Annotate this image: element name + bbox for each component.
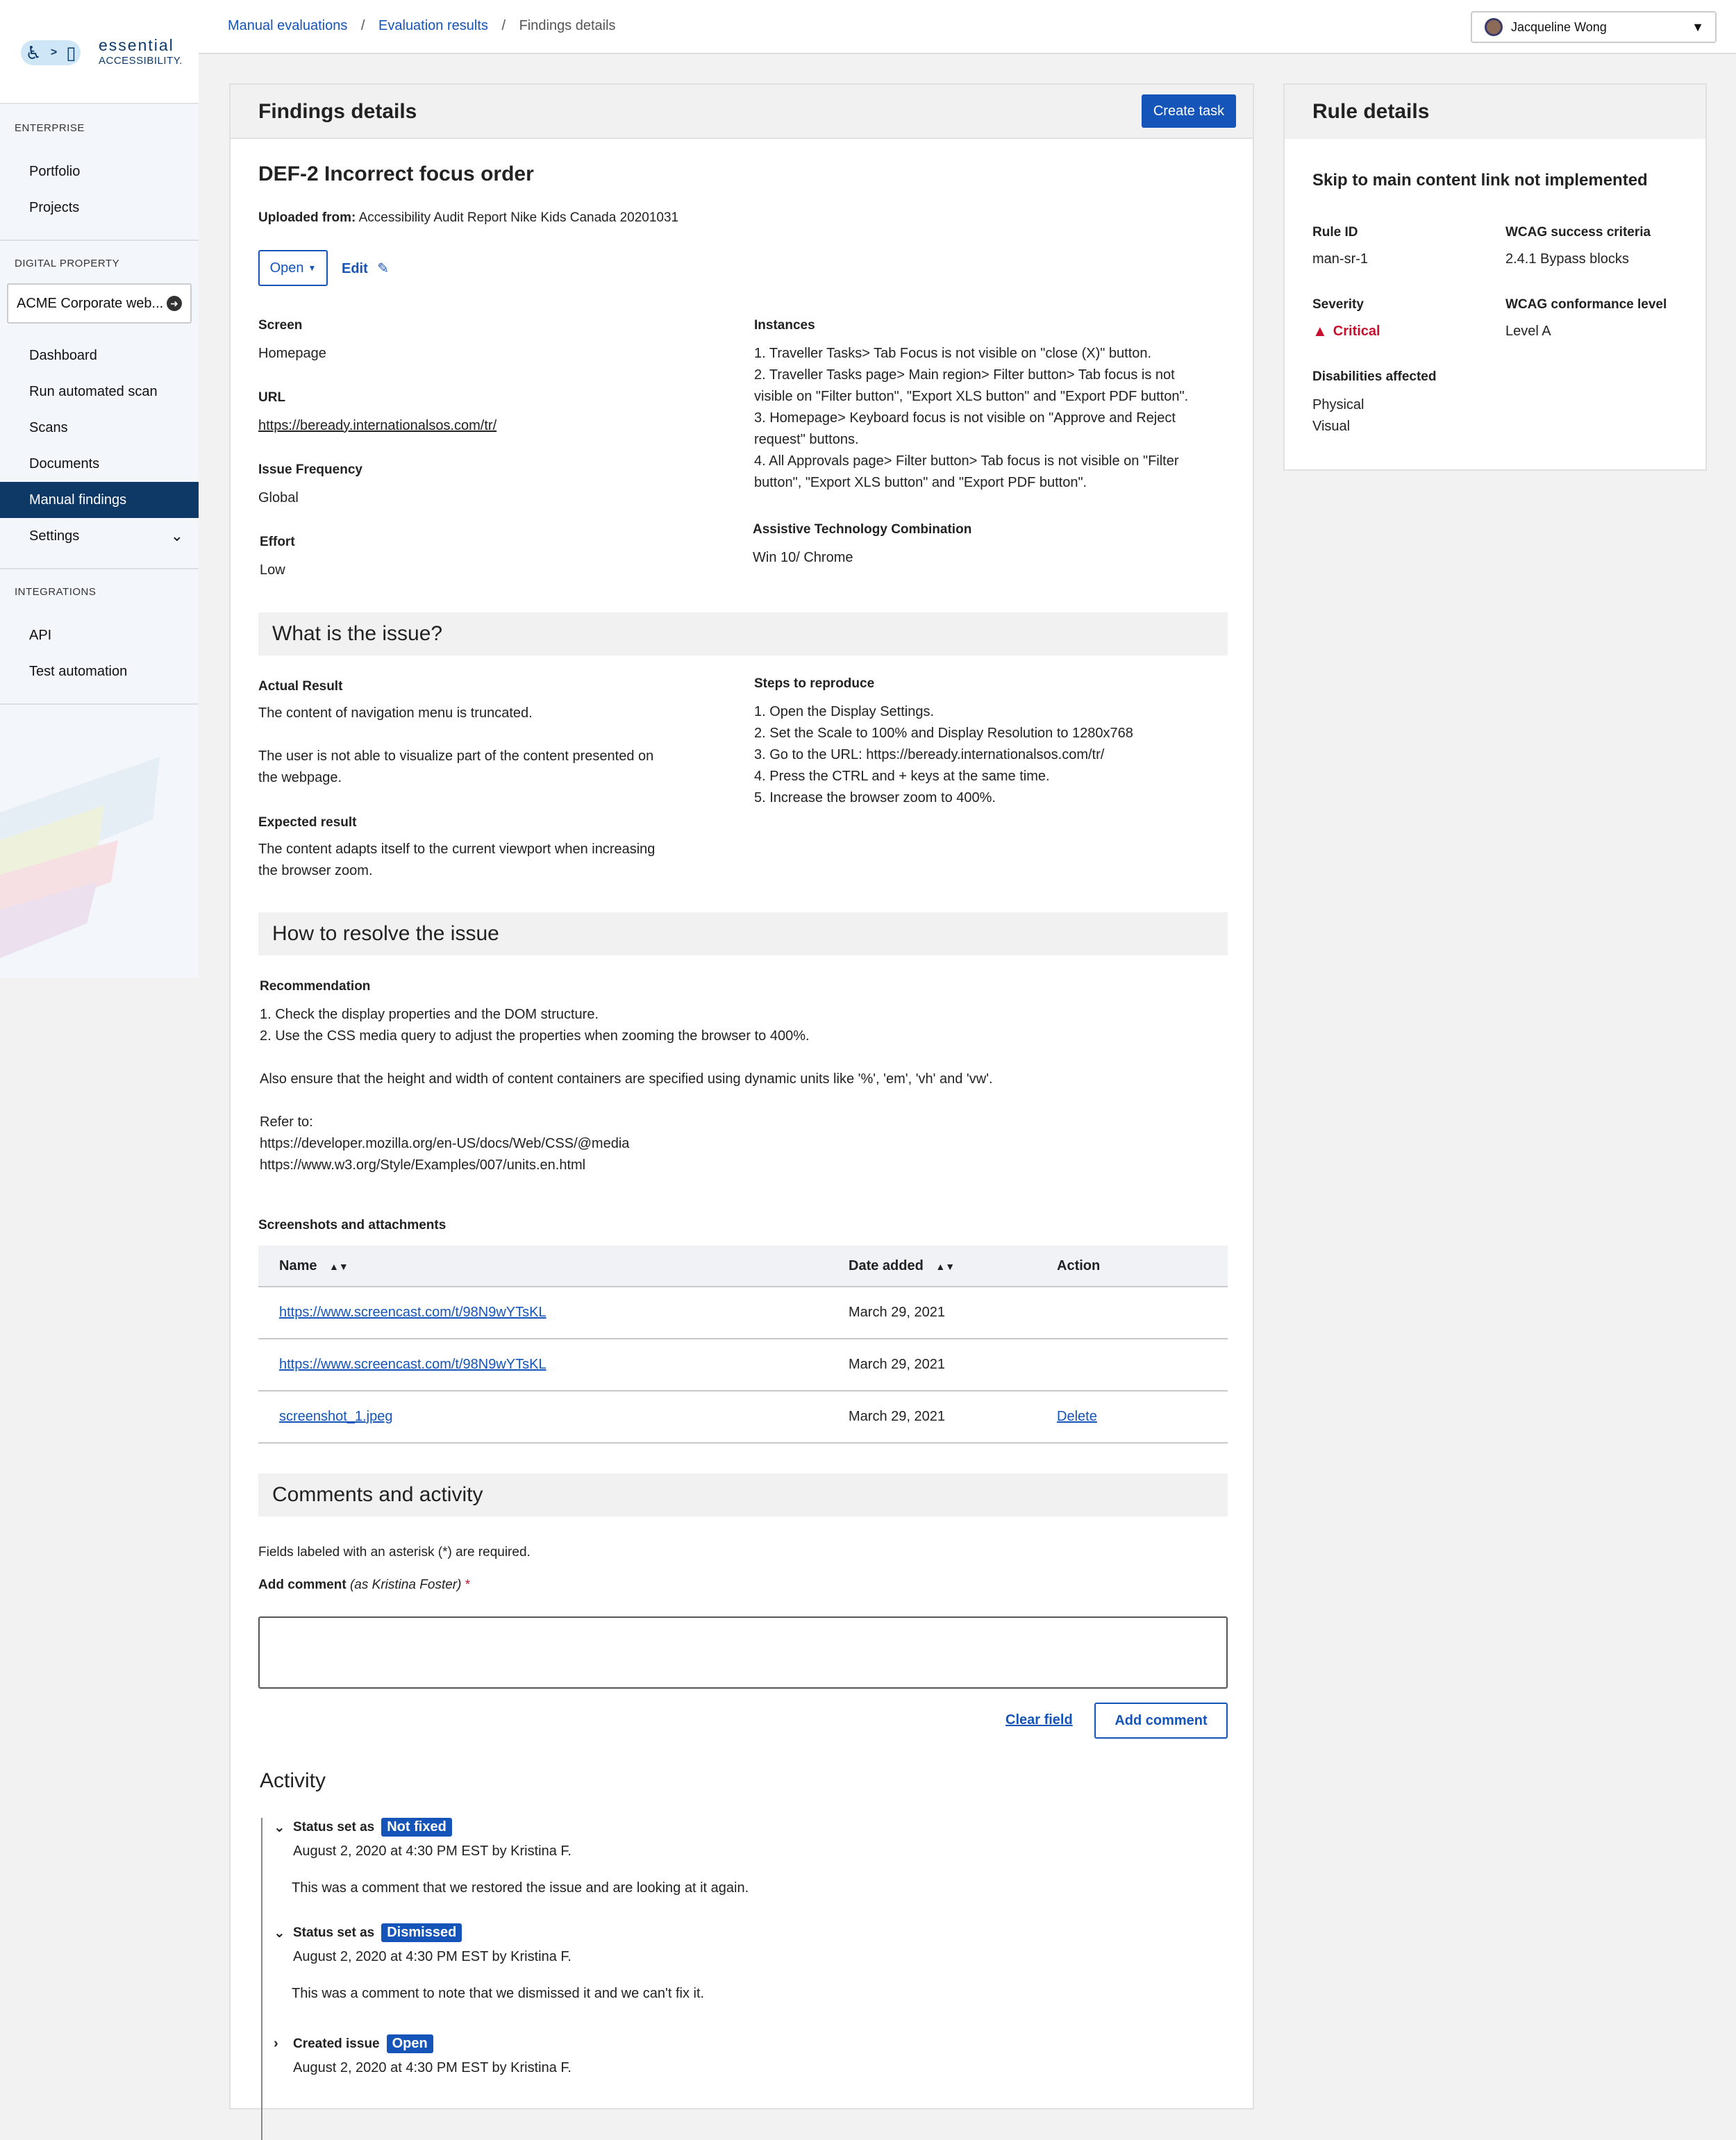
instance-line: 1. Traveller Tasks> Tab Focus is not visible on "close (X)" button.	[754, 346, 1152, 361]
conformance-label: WCAG conformance level	[1505, 297, 1667, 312]
wcag-criteria-value: 2.4.1 Bypass blocks	[1505, 251, 1629, 267]
disabilities-list	[1312, 394, 1364, 437]
attachment-link[interactable]: https://www.screencast.com/t/98N9wYTsKL	[279, 1305, 546, 1320]
rule-id-label: Rule ID	[1312, 225, 1358, 240]
column-header-action: Action	[1057, 1257, 1101, 1273]
breadcrumb-manual-evaluations[interactable]: Manual evaluations	[228, 18, 348, 33]
digital-property-select[interactable]	[7, 283, 192, 324]
uploaded-from-label: Uploaded from:	[258, 210, 356, 225]
attachment-link[interactable]: https://www.screencast.com/t/98N9wYTsKL	[279, 1357, 546, 1372]
status-badge: Not fixed	[381, 1818, 452, 1837]
recommendation-line: 1. Check the display properties and the DOM structure.	[260, 1007, 599, 1022]
disability-item: Physical	[1312, 397, 1364, 412]
sidebar-item-projects[interactable]: Projects	[29, 199, 80, 215]
expected-result-label: Expected result	[258, 815, 357, 830]
sidebar	[0, 0, 199, 978]
atc-value: Win 10/ Chrome	[753, 550, 853, 565]
sidebar-item-manual-findings[interactable]: Manual findings	[0, 482, 199, 518]
steps-label: Steps to reproduce	[754, 676, 875, 691]
rule-details-card	[1283, 83, 1707, 471]
logo-text-line1: essential	[99, 36, 174, 54]
instances-list	[754, 343, 1188, 494]
add-comment-button[interactable]: Add comment	[1094, 1703, 1228, 1739]
table-row	[258, 1391, 1228, 1444]
actual-result-line: the webpage.	[258, 770, 342, 785]
step-line: 4. Press the CTRL and + keys at the same time.	[754, 769, 1050, 784]
avatar	[1485, 18, 1503, 36]
page-title: Findings details	[258, 100, 417, 123]
instances-label: Instances	[754, 318, 815, 333]
attachment-link[interactable]: screenshot_1.jpeg	[279, 1409, 393, 1424]
step-line: 2. Set the Scale to 100% and Display Resolution to 1280x768	[754, 726, 1133, 741]
add-comment-as: (as Kristina Foster)	[349, 1578, 462, 1592]
column-header-name-label: Name	[279, 1257, 317, 1273]
delete-link[interactable]: Delete	[1057, 1409, 1097, 1424]
instance-line: request" buttons.	[754, 432, 859, 447]
rule-id-value: man-sr-1	[1312, 251, 1369, 267]
activity-item	[274, 2034, 571, 2079]
status-select-value: Open	[269, 260, 304, 276]
activity-title: Status set as	[293, 1925, 375, 1940]
digital-property-select-value: ACME Corporate web...	[17, 295, 164, 311]
instance-line: 3. Homepage> Keyboard focus is not visible on "Approve and Reject	[754, 410, 1176, 426]
activity-meta: August 2, 2020 at 4:30 PM EST by Kristina F.	[293, 2060, 571, 2075]
logo-icon: ♿ > ▯	[21, 40, 81, 65]
recommendation-line: Also ensure that the height and width of content containers are specified using dynamic units like '%', 'em', 'vh' and 'vw'.	[260, 1071, 993, 1087]
column-header-name[interactable]	[258, 1258, 849, 1274]
breadcrumb-separator: /	[501, 18, 506, 33]
actual-result-text	[258, 703, 653, 789]
top-bar	[199, 0, 1736, 54]
caret-down-icon: ▼	[308, 263, 317, 273]
chevron-down-icon[interactable]: ⌄	[274, 1820, 285, 1835]
wcag-criteria-label: WCAG success criteria	[1505, 225, 1651, 240]
enterprise-heading: ENTERPRISE	[15, 122, 85, 134]
integrations-section	[0, 569, 199, 705]
instance-line: button", "Export XLS button" and "Export PDF button".	[754, 475, 1087, 490]
issue-frequency-label: Issue Frequency	[258, 462, 362, 477]
sidebar-item-settings-label: Settings	[29, 528, 80, 544]
attachment-date: March 29, 2021	[849, 1357, 945, 1372]
instance-line: 4. All Approvals page> Filter button> Tab focus is not visible on "Filter	[754, 453, 1179, 469]
breadcrumb-current: Findings details	[519, 18, 616, 33]
breadcrumb	[228, 18, 616, 34]
edit-button[interactable]	[342, 260, 389, 277]
issue-heading: What is the issue?	[258, 612, 1228, 655]
table-row	[258, 1287, 1228, 1339]
activity-title: Status set as	[293, 1819, 375, 1834]
table-row	[258, 1339, 1228, 1391]
sidebar-item-dashboard[interactable]: Dashboard	[29, 347, 97, 363]
enterprise-section	[0, 104, 199, 241]
digital-property-section	[0, 241, 199, 569]
recommendation-label: Recommendation	[260, 979, 371, 994]
attachment-date: March 29, 2021	[849, 1409, 945, 1424]
attachments-table	[258, 1246, 1228, 1444]
activity-item	[274, 1818, 749, 1899]
step-line: 3. Go to the URL: https://beready.internationalsos.com/tr/	[754, 747, 1105, 762]
recommendation-text	[260, 1004, 993, 1176]
disabilities-label: Disabilities affected	[1312, 369, 1437, 384]
logo-text-line2: ACCESSIBILITY.	[99, 55, 183, 67]
clear-field-link[interactable]: Clear field	[1005, 1712, 1073, 1728]
breadcrumb-separator: /	[360, 18, 365, 33]
findings-card-header	[231, 85, 1253, 139]
screen-label: Screen	[258, 318, 303, 333]
findings-card	[229, 83, 1254, 2109]
sort-icon: ▲▼	[935, 1260, 955, 1272]
atc-label: Assistive Technology Combination	[753, 522, 972, 537]
severity-text: Critical	[1333, 323, 1380, 339]
effort-label: Effort	[260, 535, 295, 549]
url-link[interactable]: https://beready.internationalsos.com/tr/	[258, 418, 497, 433]
attachment-date: March 29, 2021	[849, 1305, 945, 1320]
conformance-value: Level A	[1505, 324, 1551, 339]
reference-line: https://developer.mozilla.org/en-US/docs/Web/CSS/@media	[260, 1136, 630, 1151]
actual-result-line: The content of navigation menu is truncated.	[258, 705, 533, 721]
recommendation-line: 2. Use the CSS media query to adjust the properties when zooming the browser to 400%.	[260, 1028, 810, 1044]
status-badge: Dismissed	[381, 1923, 462, 1942]
sidebar-item-scans[interactable]: Scans	[29, 419, 68, 435]
table-header	[258, 1246, 1228, 1287]
instance-line: 2. Traveller Tasks page> Main region> Filter button> Tab focus is not	[754, 367, 1175, 383]
resolve-heading: How to resolve the issue	[258, 912, 1228, 955]
edit-button-label: Edit	[342, 261, 368, 276]
instance-line: visible on "Filter button", "Export XLS button" and "Export PDF button".	[754, 389, 1189, 404]
rule-title: Skip to main content link not implemented	[1312, 171, 1648, 190]
step-line: 1. Open the Display Settings.	[754, 704, 935, 719]
rule-details-heading: Rule details	[1285, 85, 1705, 139]
user-name: Jacqueline Wong	[1511, 19, 1607, 34]
column-header-date[interactable]	[849, 1258, 1057, 1274]
sidebar-item-portfolio[interactable]: Portfolio	[29, 163, 81, 179]
add-comment-label	[258, 1578, 470, 1593]
create-task-button[interactable]: Create task	[1142, 94, 1236, 128]
uploaded-from-value: Accessibility Audit Report Nike Kids Canada 20201031	[358, 210, 679, 225]
logo[interactable]	[0, 0, 199, 104]
timeline-line	[261, 1818, 262, 2140]
reference-line: https://www.w3.org/Style/Examples/007/units.en.html	[260, 1157, 586, 1173]
sidebar-item-settings[interactable]	[0, 518, 199, 554]
expected-result-text	[258, 839, 655, 882]
required-asterisk: *	[465, 1578, 471, 1592]
user-menu[interactable]	[1471, 11, 1717, 43]
comments-heading: Comments and activity	[258, 1473, 1228, 1516]
warning-icon: ▲	[1312, 322, 1328, 340]
sort-icon: ▲▼	[329, 1260, 349, 1272]
uploaded-from	[258, 207, 678, 228]
steps-list	[754, 701, 1133, 809]
activity-title: Created issue	[293, 2036, 380, 2051]
digital-property-heading: DIGITAL PROPERTY	[15, 258, 120, 269]
screen-value: Homepage	[258, 346, 326, 361]
effort-value: Low	[260, 562, 285, 578]
arrow-circle-right-icon: ➜	[167, 296, 182, 311]
comment-textarea[interactable]	[258, 1616, 1228, 1689]
actual-result-label: Actual Result	[258, 679, 343, 694]
activity-meta: August 2, 2020 at 4:30 PM EST by Kristina F.	[293, 1949, 571, 1964]
severity-label: Severity	[1312, 297, 1364, 312]
url-label: URL	[258, 390, 286, 405]
refer-label: Refer to:	[260, 1114, 313, 1130]
required-note: Fields labeled with an asterisk (*) are required.	[258, 1545, 531, 1560]
sidebar-item-api[interactable]: API	[29, 627, 52, 643]
activity-meta: August 2, 2020 at 4:30 PM EST by Kristina F.	[293, 1844, 571, 1859]
status-badge: Open	[387, 2034, 433, 2053]
step-line: 5. Increase the browser zoom to 400%.	[754, 790, 996, 805]
activity-heading: Activity	[260, 1769, 326, 1792]
integrations-heading: INTEGRATIONS	[15, 586, 97, 598]
chevron-right-icon[interactable]: ›	[274, 2036, 278, 2051]
severity-value	[1312, 322, 1380, 340]
status-select[interactable]	[258, 250, 328, 286]
activity-item	[274, 1923, 704, 2005]
chevron-down-icon[interactable]: ⌄	[274, 1925, 285, 1941]
activity-comment: This was a comment to note that we dismissed it and we can't fix it.	[292, 1986, 705, 2001]
breadcrumb-evaluation-results[interactable]: Evaluation results	[378, 18, 488, 33]
chevron-down-icon: ⌄	[170, 527, 183, 544]
sidebar-item-run-automated-scan[interactable]: Run automated scan	[29, 383, 158, 399]
actual-result-line: The user is not able to visualize part of the content presented on	[258, 749, 654, 764]
sidebar-item-test-automation[interactable]: Test automation	[29, 663, 128, 679]
decorative-stripes	[0, 736, 199, 978]
issue-frequency-value: Global	[258, 490, 299, 505]
add-comment-label-text: Add comment	[258, 1578, 347, 1592]
caret-down-icon: ▼	[1692, 19, 1704, 34]
expected-result-line: the browser zoom.	[258, 863, 373, 878]
expected-result-line: The content adapts itself to the current viewport when increasing	[258, 842, 656, 857]
attachments-label: Screenshots and attachments	[258, 1218, 446, 1232]
disability-item: Visual	[1312, 419, 1351, 434]
finding-title: DEF-2 Incorrect focus order	[258, 162, 534, 185]
sidebar-item-documents[interactable]: Documents	[29, 455, 100, 471]
activity-comment: This was a comment that we restored the issue and are looking at it again.	[292, 1880, 749, 1896]
pencil-icon: ✎	[377, 261, 390, 276]
column-header-date-label: Date added	[849, 1257, 924, 1273]
